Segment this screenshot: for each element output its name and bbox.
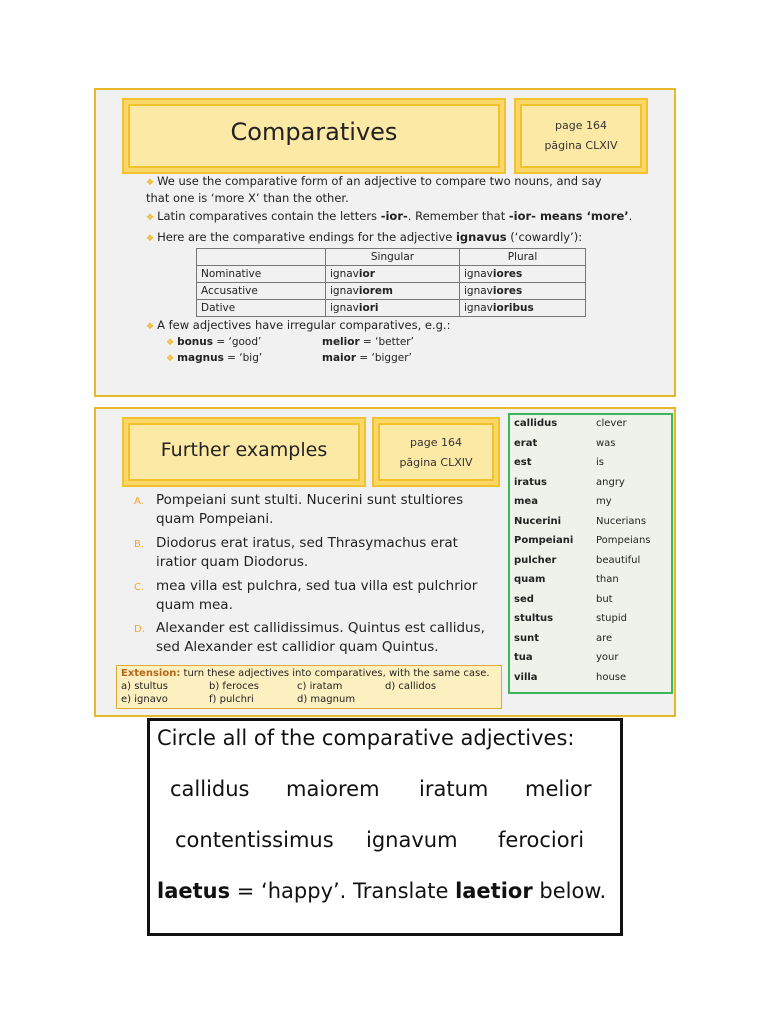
extension-box: Extension: turn these adjectives into comparatives, with the same case. a) stultus b) feroces c) iratam d) callidos e) ignavo f) pulchri d) magnum <box>116 665 502 709</box>
title-banner <box>122 98 506 174</box>
plural-cell: ignaviores <box>460 266 586 283</box>
slide-title: Further examples <box>160 439 328 461</box>
diamond-bullet-icon: ❖ <box>166 354 175 364</box>
example-b: B. Diodorus erat iratus, sed Thrasymachus erat iratior quam Diodorus. <box>134 535 458 570</box>
bullet-4: ❖ A few adjectives have irregular comparatives, e.g.: <box>146 318 451 332</box>
bullet-3: ❖ Here are the comparative endings for the adjective ignavus (‘cowardly’): <box>146 230 583 244</box>
singular-cell: ignaviorem <box>326 283 460 300</box>
task-heading: Circle all of the comparative adjectives: <box>157 726 575 750</box>
example-d: D. Alexander est callidissimus. Quintus est callidus, sed Alexander est callidior quam Quintus. <box>134 620 485 655</box>
table-row <box>197 300 586 317</box>
table-row <box>197 283 586 300</box>
singular-cell: ignavior <box>326 266 460 283</box>
extension-label: Extension: <box>121 668 181 679</box>
word-option[interactable]: ferociori <box>498 828 585 852</box>
irregular-item: ❖ bonus = ‘good’ melior = ‘better’ <box>166 336 414 348</box>
diamond-bullet-icon: ❖ <box>146 178 155 188</box>
diamond-bullet-icon: ❖ <box>146 213 155 223</box>
further-examples-slide <box>94 407 676 717</box>
bullet-1: ❖ We use the comparative form of an adjective to compare two nouns, and say that one is ‘more X’ than the other. <box>146 174 602 205</box>
task-box <box>147 718 623 936</box>
comparatives-slide <box>94 88 676 397</box>
column-header: Plural <box>460 249 586 266</box>
plural-cell: ignaviores <box>460 283 586 300</box>
page-number: page 164 <box>555 119 607 132</box>
word-option[interactable]: iratum <box>419 777 489 801</box>
page-banner <box>514 98 648 174</box>
pagina-number: pāgina CLXIV <box>544 139 618 152</box>
word-option[interactable]: ignavum <box>366 828 458 852</box>
slide-title: Comparatives <box>230 118 398 146</box>
irregular-item: ❖ magnus = ‘big’ maior = ‘bigger’ <box>166 352 412 364</box>
example-c: C. mea villa est pulchra, sed tua villa est pulchrior quam mea. <box>134 578 478 613</box>
diamond-bullet-icon: ❖ <box>146 322 155 332</box>
plural-cell: ignavioribus <box>460 300 586 317</box>
diamond-bullet-icon: ❖ <box>146 234 155 244</box>
bullet-2: ❖ Latin comparatives contain the letters -ior-. Remember that -ior- means ‘more’. <box>146 209 633 223</box>
page-number: page 164 <box>410 436 462 449</box>
endings-table <box>196 248 586 317</box>
diamond-bullet-icon: ❖ <box>166 338 175 348</box>
word-option[interactable]: contentissimus <box>175 828 334 852</box>
table-row <box>197 266 586 283</box>
title-banner <box>122 417 366 487</box>
example-a: A. Pompeiani sunt stulti. Nucerini sunt stultiores quam Pompeiani. <box>134 492 464 527</box>
table-header-row <box>197 249 586 266</box>
word-option[interactable]: melior <box>525 777 592 801</box>
pagina-number: pāgina CLXIV <box>399 456 473 469</box>
vocabulary-box: callidus clever erat was est is iratus angry mea my Nucerini Nucerians Pompeiani Pompeians pulcher beautiful quam than sed but stultus stupid sunt are tua your villa house <box>508 413 673 694</box>
word-option[interactable]: maiorem <box>286 777 380 801</box>
case-cell: Dative <box>197 300 326 317</box>
translate-instruction: laetus = ‘happy’. Translate laetior below. <box>157 879 607 903</box>
page-banner <box>372 417 500 487</box>
singular-cell: ignaviori <box>326 300 460 317</box>
case-cell: Accusative <box>197 283 326 300</box>
case-cell: Nominative <box>197 266 326 283</box>
word-option[interactable]: callidus <box>170 777 250 801</box>
column-header: Singular <box>326 249 460 266</box>
